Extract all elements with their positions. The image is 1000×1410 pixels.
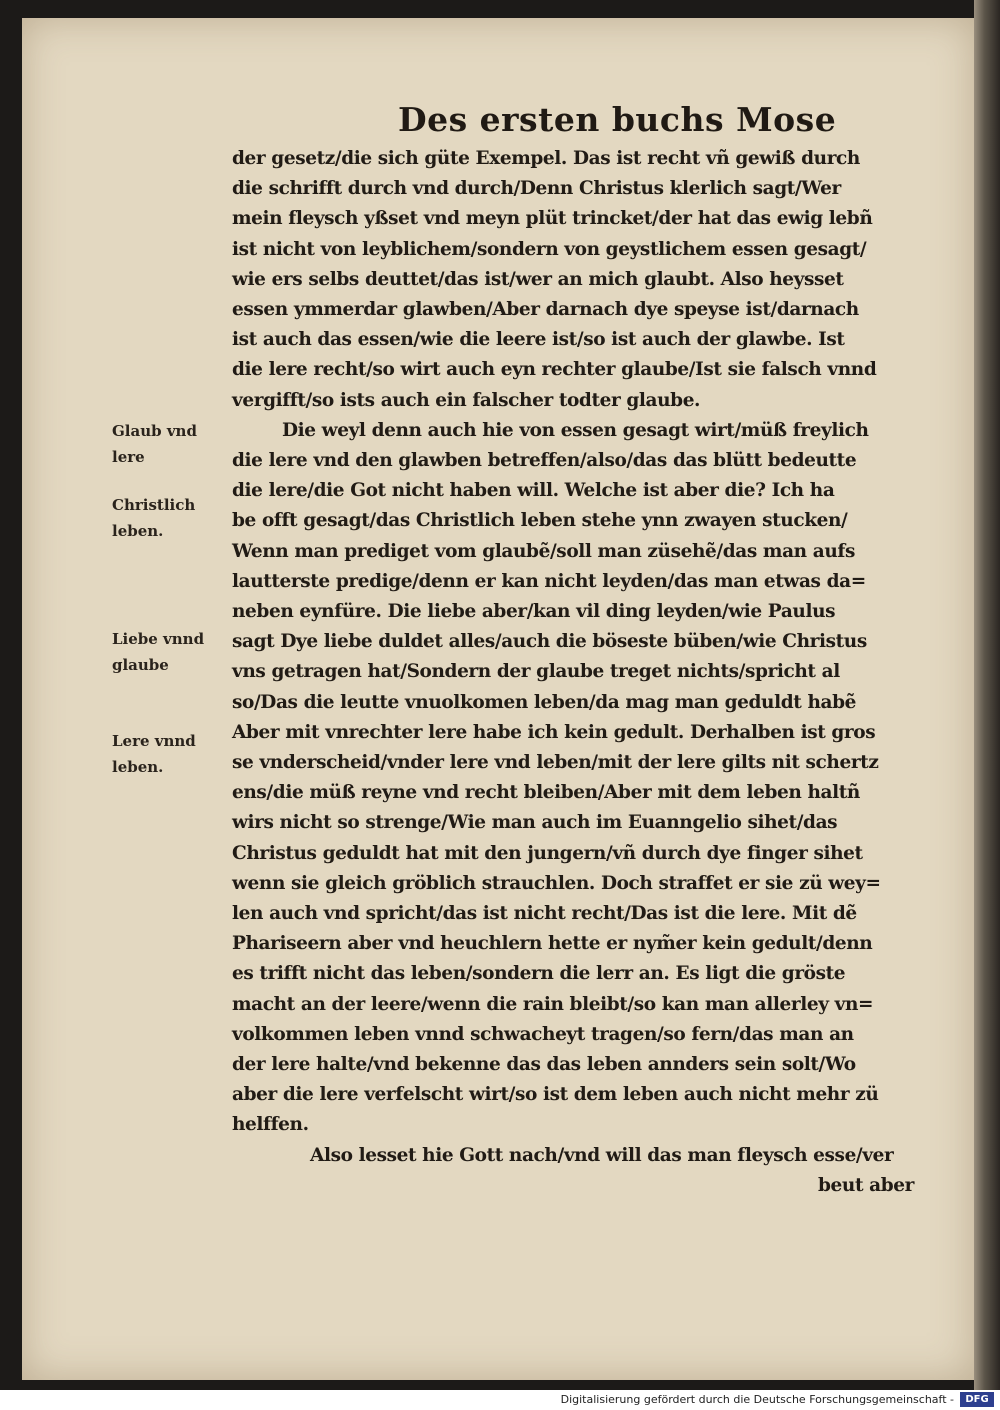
- margin-note-line: glaube: [112, 656, 169, 674]
- text-line: die lere/die Got nicht haben will. Welche ist aber die? Ich ha: [232, 480, 835, 502]
- margin-note-line: Christlich: [112, 496, 196, 514]
- text-line: die lere recht/so wirt auch eyn rechter glaube/Ist sie falsch vnnd: [232, 359, 877, 381]
- text-line: vns getragen hat/Sondern der glaube treget nichts/spricht al: [232, 661, 840, 683]
- running-header: Des ersten buchs Mose: [398, 100, 837, 139]
- text-line: essen ymmerdar glawben/Aber darnach dye speyse ist/darnach: [232, 299, 859, 320]
- text-line: Die weyl denn auch hie von essen gesagt wirt/müß freylich: [282, 419, 869, 441]
- text-line: beut aber: [818, 1174, 914, 1196]
- text-line: der lere halte/vnd bekenne das das leben annders sein solt/Wo: [232, 1054, 856, 1075]
- footer-bar: [0, 1390, 1000, 1410]
- text-line: Also lesset hie Gott nach/vnd will das man fleysch esse/ver: [310, 1144, 894, 1166]
- margin-note-line: Glaub vnd: [112, 422, 197, 440]
- margin-note-line: leben.: [112, 758, 164, 776]
- text-line: wirs nicht so strenge/Wie man auch im Euanngelio sihet/das: [232, 812, 838, 834]
- text-line: helffen.: [232, 1114, 309, 1136]
- text-line: es trifft nicht das leben/sondern die lerr an. Es ligt die gröste: [232, 963, 846, 985]
- margin-note-line: lere: [112, 448, 145, 466]
- text-line: Phariseern aber vnd heuchlern hette er nym̃er kein gedult/denn: [232, 933, 873, 955]
- text-line: volkommen leben vnnd schwacheyt tragen/so fern/das man an: [232, 1023, 854, 1045]
- text-line: aber die lere verfelscht wirt/so ist dem leben auch nicht mehr zü: [232, 1084, 879, 1106]
- text-line: ens/die müß reyne vnd recht bleiben/Aber mit dem leben haltñ: [232, 782, 860, 804]
- text-line: sagt Dye liebe duldet alles/auch die böseste büben/wie Christus: [232, 631, 867, 653]
- text-line: die schrifft durch vnd durch/Denn Christus klerlich sagt/Wer: [232, 178, 841, 200]
- text-line: ist auch das essen/wie die leere ist/so ist auch der glawbe. Ist: [232, 329, 845, 351]
- margin-note: [112, 626, 204, 678]
- text-line: len auch vnd spricht/das ist nicht recht/Das ist die lere. Mit dẽ: [232, 903, 857, 924]
- text-line: mein fleysch yßset vnd meyn plüt trincket/der hat das ewig lebñ: [232, 208, 873, 230]
- footer-credit: Digitalisierung gefördert durch die Deutsche Forschungsgemeinschaft -: [560, 1393, 954, 1406]
- book-edge: [974, 0, 1000, 1390]
- text-line: Christus geduldt hat mit den jungern/vñ durch dye finger sihet: [232, 842, 863, 864]
- margin-note: [112, 418, 197, 470]
- text-line: der gesetz/die sich güte Exempel. Das ist recht vñ gewiß durch: [232, 148, 860, 169]
- text-line: ist nicht von leyblichem/sondern von geystlichem essen gesagt/: [232, 238, 867, 260]
- margin-note-line: leben.: [112, 522, 164, 540]
- text-line: die lere vnd den glawben betreffen/also/das das blütt bedeutte: [232, 450, 857, 471]
- text-line: se vnderscheid/vnder lere vnd leben/mit der lere gilts nit schertz: [232, 752, 879, 773]
- margin-note-line: Liebe vnnd: [112, 630, 205, 648]
- text-line: so/Das die leutte vnuolkomen leben/da mag man geduldt habẽ: [232, 691, 856, 713]
- text-line: vergifft/so ists auch ein falscher todter glaube.: [232, 389, 701, 411]
- text-line: Aber mit vnrechter lere habe ich kein gedult. Derhalben ist gros: [232, 721, 876, 743]
- text-line: neben eynfüre. Die liebe aber/kan vil ding leyden/wie Paulus: [232, 601, 836, 622]
- text-line: Wenn man prediget vom glaubẽ/soll man züsehẽ/das man aufs: [232, 540, 855, 562]
- text-line: be offt gesagt/das Christlich leben stehe ynn zwayen stucken/: [232, 510, 848, 532]
- text-line: wenn sie gleich gröblich strauchlen. Doch straffet er sie zü wey=: [232, 872, 881, 894]
- margin-note: [112, 492, 195, 544]
- text-line: lautterste predige/denn er kan nicht leyden/das man etwas da=: [232, 570, 866, 592]
- margin-note-line: Lere vnnd: [112, 732, 196, 750]
- margin-note: [112, 728, 196, 780]
- dfg-logo: DFG: [960, 1392, 994, 1407]
- text-line: wie ers selbs deuttet/das ist/wer an mich glaubt. Also heysset: [232, 268, 844, 290]
- text-line: macht an der leere/wenn die rain bleibt/so kan man allerley vn=: [232, 993, 874, 1015]
